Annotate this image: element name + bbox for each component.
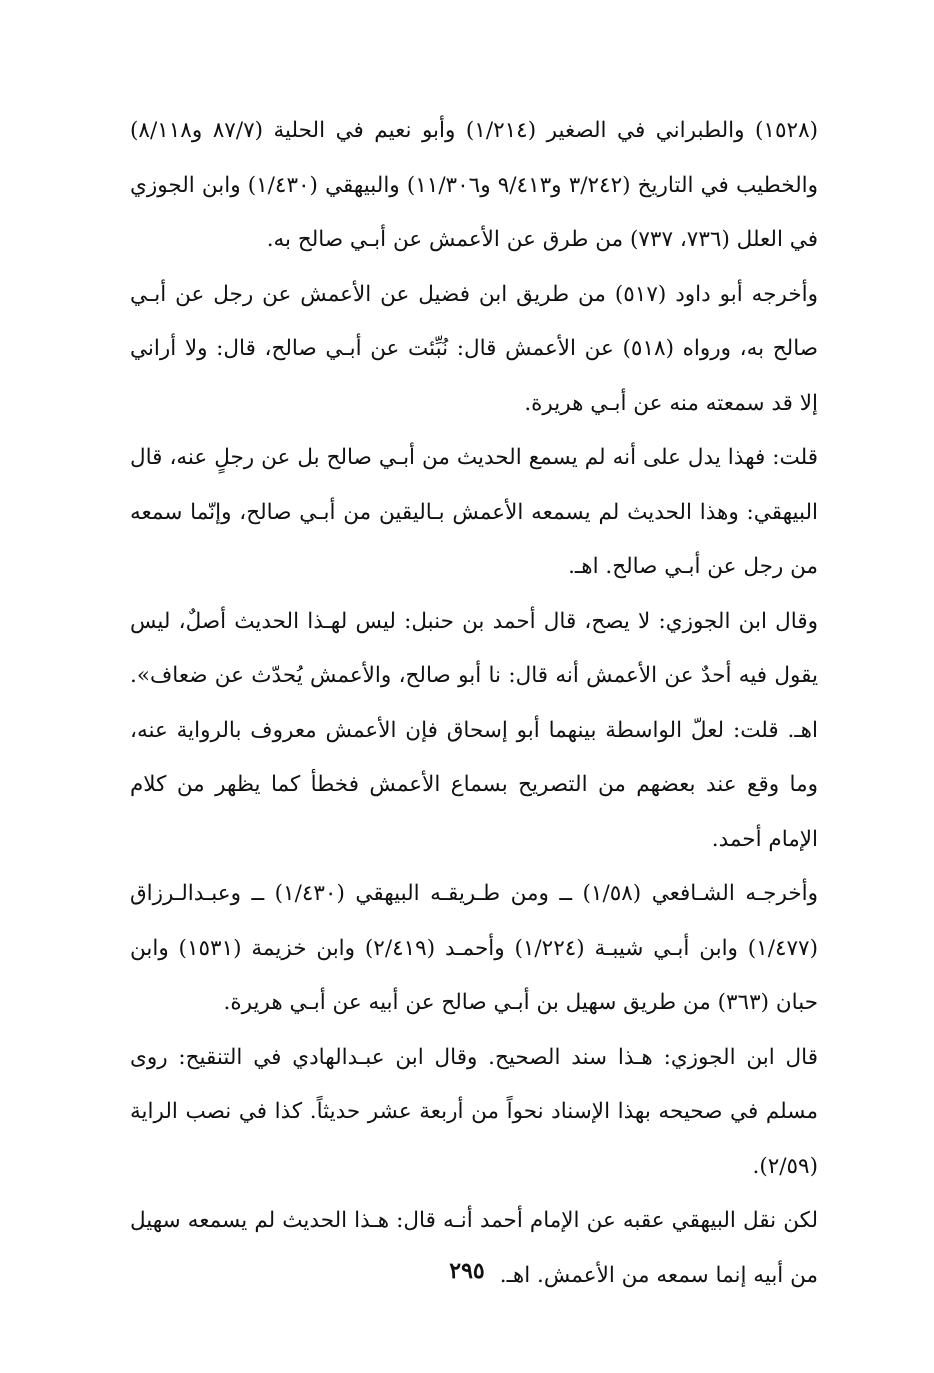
paragraph-3: قلت: فهذا يدل على أنه لم يسمع الحديث من أبـي صالح بل عن رجلٍ عنه، قال البيهقي: وهذا الحديث لم يسمعه الأعمش بـاليقين من أبـي صالح، وإنّما سمعه من رجل عن أبـي صالح. اهـ. (130, 445, 818, 579)
paragraph-4: وقال ابن الجوزي: لا يصح، قال أحمد بن حنبل: ليس لهـذا الحديث أصلٌ، ليس يقول فيه أحدٌ عن الأعمش أنه قال: نا أبو صالح، والأعمش يُحدّث عن ضعاف». اهـ. قلت: لعلّ الواسطة بينهما أبو إسحاق فإن الأعمش معروف بالرواية عنه، وما وقع عند بعضهم من التصريح بسماع الأعمش فخطأ كما يظهر من كلام الإمام أحمد. (130, 608, 818, 852)
paragraph-6: قال ابن الجوزي: هـذا سند الصحيح. وقال ابن عبـدالهادي في التنقيح: روى مسلم في صحيحه بهذا الإسناد نحواً من أربعة عشر حديثاً. كذا في نصب الراية (٢/٥٩). (130, 1044, 818, 1179)
paragraph-2: وأخرجه أبو داود (٥١٧) من طريق ابن فضيل عن الأعمش عن رجل عن أبـي صالح به، ورواه (٥١٨) عن الأعمش قال: نُبِّئت عن أبـي صالح، قال: ولا أراني إلا قد سمعته منه عن أبـي هريرة. (130, 281, 819, 416)
paragraph-5: وأخرجـه الشـافعي (١/٥٨) ــ ومن طـريقـه البيهقي (١/٤٣٠) ــ وعبـدالـرزاق (١/٤٧٧) وابن أبـي شيبـة (١/٢٢٤) وأحمـد (٢/٤١٩) وابن خزيمة (١٥٣١) وابن حبان (٣٦٣) من طريق سهيل بن أبـي صالح عن أبيه عن أبـي هريرة. (130, 881, 818, 1015)
page-number: ٢٩٥ (449, 1258, 485, 1284)
paragraph-1: (١٥٢٨) والطبراني في الصغير (١/٢١٤) وأبو نعيم في الحلية (٨٧/٧ و٨/١١٨) والخطيب في التاريخ (٣/٢٤٢ و٩/٤١٣ و١١/٣٠٦) والبيهقي (١/٤٣٠) وابن الجوزي في العلل (٧٣٦، ٧٣٧) من طرق عن الأعمش عن أبـي صالح به. (130, 118, 819, 252)
paragraph-7: لكن نقل البيهقي عقبه عن الإمام أحمد أنـه قال: هـذا الحديث لم يسمعه سهيل من أبيه إنما سمعه من الأعمش. اهـ. (130, 1208, 818, 1288)
page-body (130, 104, 818, 1303)
